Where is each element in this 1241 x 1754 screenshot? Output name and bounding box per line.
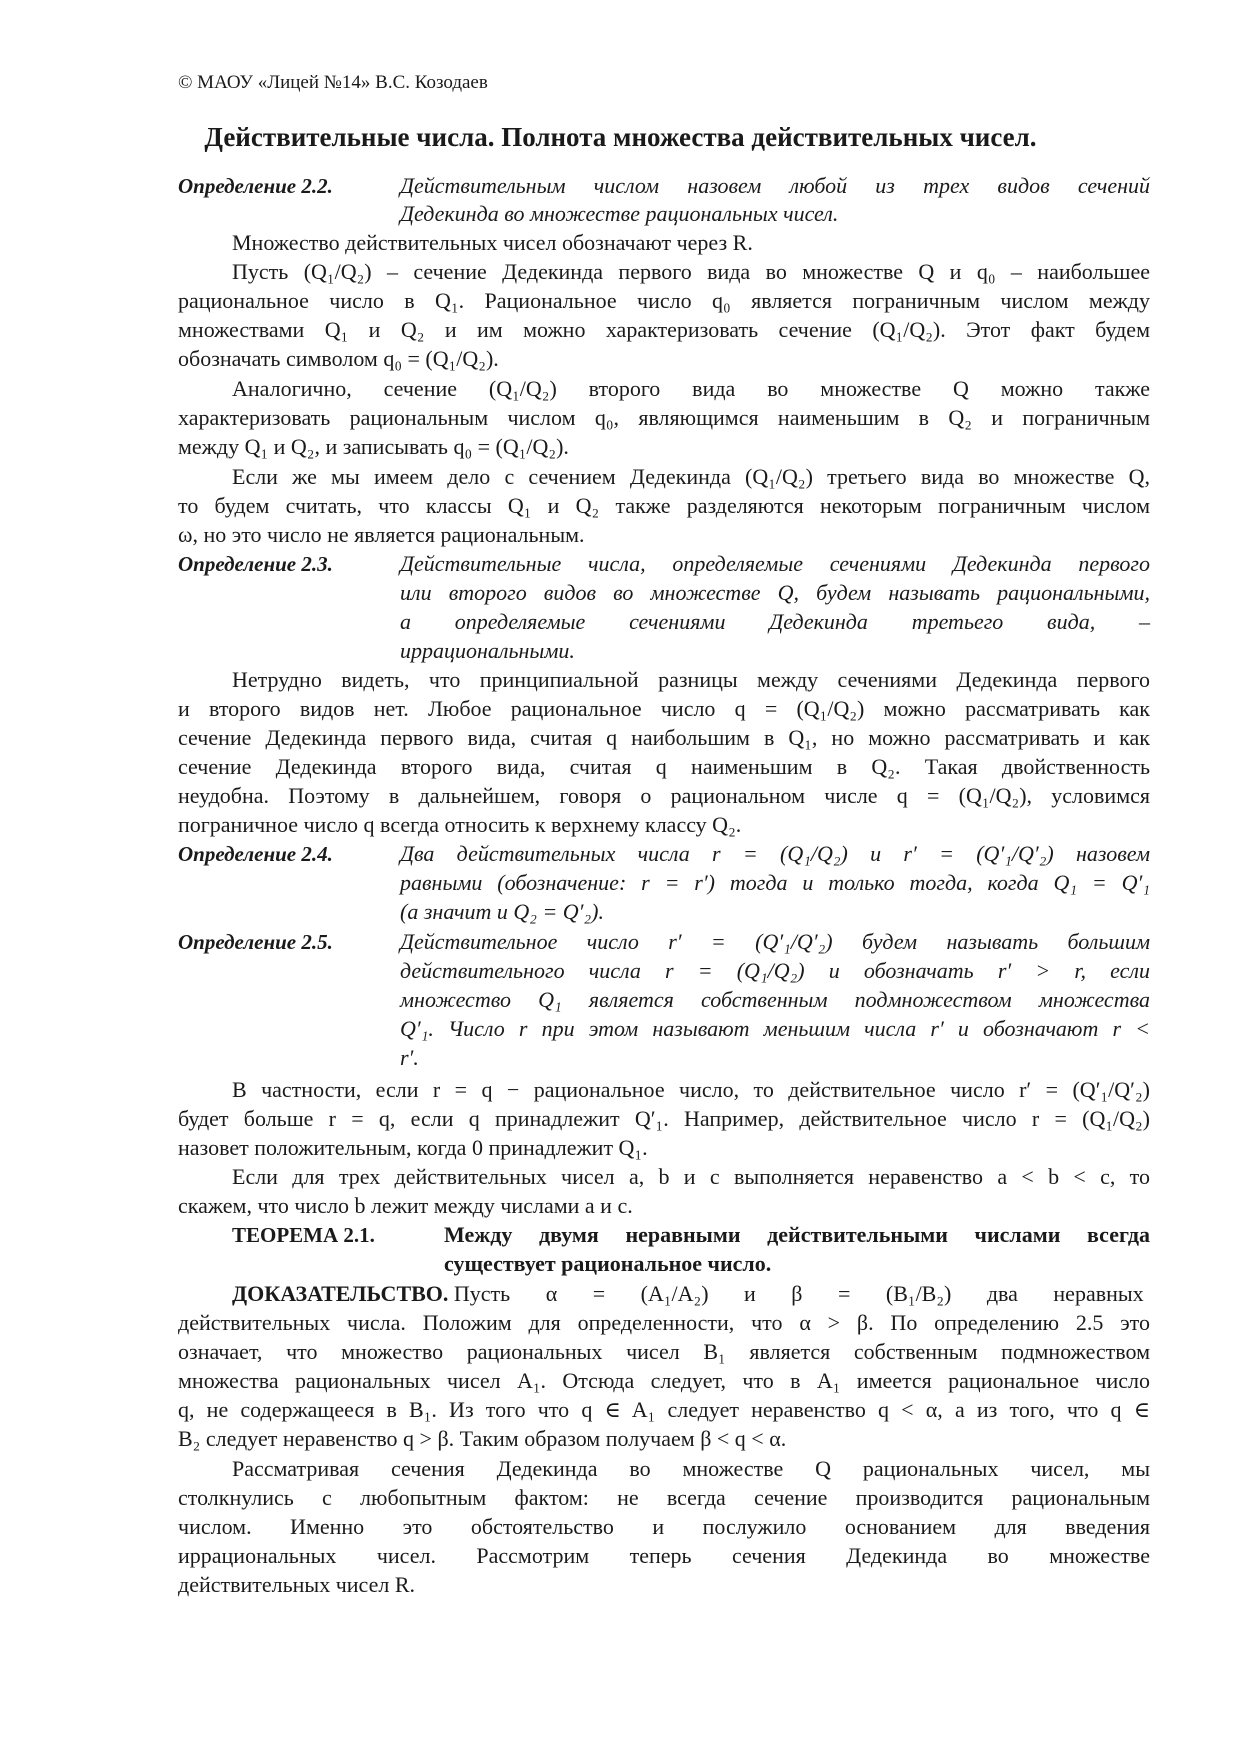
paragraph-line: иррациональных чисел. Рассмотрим теперь сечения Дедекинда во множестве — [178, 1543, 1150, 1568]
paragraph-line: и второго видов нет. Любое рациональное число q = (Q₁/Q₂) можно рассматривать как — [178, 696, 1150, 721]
paragraph-line: Нетрудно видеть, что принципиальной разницы между сечениями Дедекинда первого — [232, 667, 1150, 692]
paragraph-line: сечение Дедекинда первого вида, считая q наибольшим в Q₁, но можно рассматривать и как — [178, 725, 1150, 750]
definition-2-3-line: иррациональными. — [400, 638, 575, 663]
paragraph-line: обозначать символом q₀ = (Q₁/Q₂). — [178, 346, 499, 371]
paragraph-line: пограничное число q всегда относить к верхнему классу Q₂. — [178, 812, 742, 837]
paragraph-line: столкнулись с любопытным фактом: не всегда сечение производится рациональным — [178, 1485, 1150, 1510]
definition-2-2-line: Дедекинда во множестве рациональных чисел. — [400, 201, 839, 226]
definition-2-3-line: а определяемые сечениями Дедекинда третьего вида, – — [400, 609, 1150, 634]
paragraph-line: Если же мы имеем дело с сечением Дедекинда (Q₁/Q₂) третьего вида во множестве Q, — [232, 464, 1150, 489]
paragraph-line: Если для трех действительных чисел a, b и c выполняется неравенство a < b < c, то — [232, 1164, 1150, 1189]
paragraph-line: рациональное число в Q₁. Рациональное число q₀ является пограничным числом между — [178, 288, 1150, 313]
definition-2-2-line: Действительным числом назовем любой из трех видов сечений — [400, 173, 1150, 198]
paragraph-line: будет больше r = q, если q принадлежит Q′₁. Например, действительное число r = (Q₁/Q₂) — [178, 1106, 1150, 1131]
paragraph-line: неудобна. Поэтому в дальнейшем, говоря о рациональном числе q = (Q₁/Q₂), условимся — [178, 783, 1150, 808]
paragraph-line: действительных чисел R. — [178, 1572, 416, 1597]
definition-2-3-line: или второго видов во множестве Q, будем называть рациональными, — [400, 580, 1150, 605]
paragraph-line: Аналогично, сечение (Q₁/Q₂) второго вида во множестве Q можно также — [232, 376, 1150, 401]
paragraph-line: ω, но это число не является рациональным. — [178, 522, 585, 547]
paragraph-line: между Q₁ и Q₂, и записывать q₀ = (Q₁/Q₂). — [178, 434, 569, 459]
theorem-line: Между двумя неравными действительными числами всегда — [444, 1222, 1150, 1247]
definition-2-3-label: Определение 2.3. — [178, 552, 333, 576]
definition-2-4-label: Определение 2.4. — [178, 842, 333, 866]
proof-first-line — [232, 1280, 1150, 1308]
page-title: Действительные числа. Полнота множества действительных чисел. — [204, 122, 1037, 152]
proof-label: ДОКАЗАТЕЛЬСТВО. — [232, 1281, 449, 1306]
paragraph-line: числом. Именно это обстоятельство и послужило основанием для введения — [178, 1514, 1150, 1539]
proof-line: означает, что множество рациональных чисел B₁ является собственным подмножеством — [178, 1339, 1150, 1364]
paragraph-line: Рассматривая сечения Дедекинда во множестве Q рациональных чисел, мы — [232, 1456, 1150, 1481]
definition-2-4-line: Два действительных числа r = (Q₁/Q₂) и r′ = (Q′₁/Q′₂) назовем — [400, 841, 1150, 866]
paragraph-line: то будем считать, что классы Q₁ и Q₂ также разделяются некоторым пограничным числом — [178, 493, 1150, 518]
paragraph-line: назовет положительным, когда 0 принадлежит Q₁. — [178, 1135, 648, 1160]
paragraph-line: Множество действительных чисел обозначают через R. — [232, 230, 753, 255]
definition-2-5-line: множество Q₁ является собственным подмножеством множества — [400, 987, 1150, 1012]
definition-2-5-line: r′. — [400, 1045, 419, 1070]
definition-2-5-line: Действительное число r′ = (Q′₁/Q′₂) будем называть большим — [400, 929, 1150, 954]
proof-line: q, не содержащееся в B₁. Из того что q ∈ A₁ следует неравенство q < α, а из того, что q ∈ — [178, 1397, 1150, 1422]
definition-2-4-line: (а значит и Q₂ = Q′₂). — [400, 899, 604, 924]
proof-line: действительных числа. Положим для определенности, что α > β. По определению 2.5 это — [178, 1310, 1150, 1335]
proof-line: множества рациональных чисел A₁. Отсюда следует, что в A₁ имеется рациональное число — [178, 1368, 1150, 1393]
proof-line: B₂ следует неравенство q > β. Таким образом получаем β < q < α. — [178, 1426, 787, 1451]
definition-2-5-line: действительного числа r = (Q₁/Q₂) и обозначать r′ > r, если — [400, 958, 1150, 983]
paragraph-line: скажем, что число b лежит между числами a и c. — [178, 1193, 633, 1218]
paragraph-line: сечение Дедекинда второго вида, считая q наименьшим в Q₂. Такая двойственность — [178, 754, 1150, 779]
paragraph-line: В частности, если r = q − рациональное число, то действительное число r′ = (Q′₁/Q′₂) — [232, 1077, 1150, 1102]
copyright-header: © МАОУ «Лицей №14» В.С. Козодаев — [178, 72, 488, 93]
definition-2-2-label: Определение 2.2. — [178, 174, 333, 198]
proof-first-text: Пусть α = (A₁/A₂) и β = (B₁/B₂) два неравных — [453, 1281, 1144, 1306]
definition-2-5-line: Q′₁. Число r при этом называют меньшим числа r′ и обозначают r < — [400, 1016, 1150, 1041]
definition-2-3-line: Действительные числа, определяемые сечениями Дедекинда первого — [400, 551, 1150, 576]
paragraph-line: характеризовать рациональным числом q₀, являющимся наименьшим в Q₂ и пограничным — [178, 405, 1150, 430]
theorem-label: ТЕОРЕМА 2.1. — [232, 1223, 375, 1247]
paragraph-line: множествами Q₁ и Q₂ и им можно характеризовать сечение (Q₁/Q₂). Этот факт будем — [178, 317, 1150, 342]
theorem-line: существует рациональное число. — [444, 1251, 772, 1276]
definition-2-4-line: равными (обозначение: r = r′) тогда и только тогда, когда Q₁ = Q′₁ — [400, 870, 1150, 895]
paragraph-line: Пусть (Q₁/Q₂) – сечение Дедекинда первого вида во множестве Q и q₀ – наибольшее — [232, 259, 1150, 284]
definition-2-5-label: Определение 2.5. — [178, 930, 333, 954]
